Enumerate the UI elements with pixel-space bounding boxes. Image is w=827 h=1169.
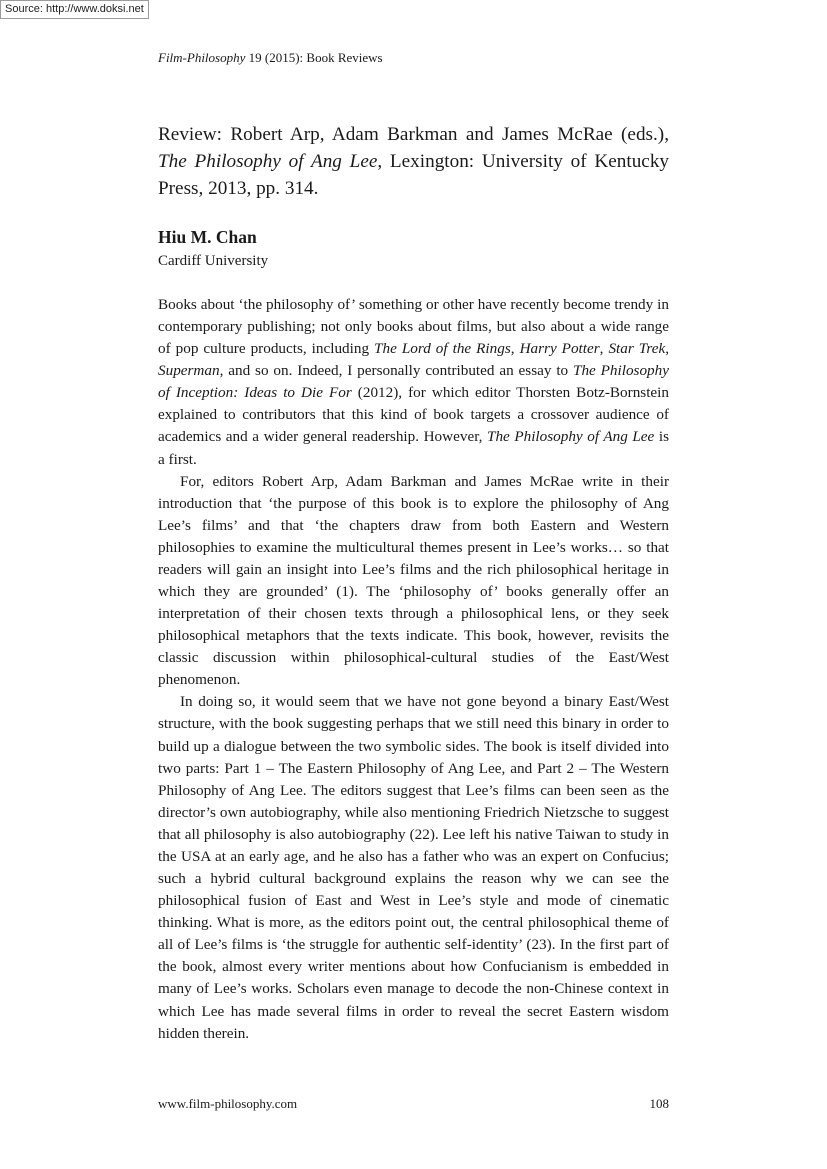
footer-url: www.film-philosophy.com xyxy=(158,1096,298,1111)
journal-name: Film-Philosophy xyxy=(158,50,246,65)
issue-info: 19 (2015): Book Reviews xyxy=(245,50,383,65)
title-philosophy-of-inception: The Philosophy of Inception: Ideas to Die For xyxy=(158,362,669,402)
title-harry-potter: Harry Potter xyxy=(519,340,600,358)
running-head xyxy=(158,50,383,66)
page-number: 108 xyxy=(649,1096,669,1111)
review-title xyxy=(158,121,669,202)
title-lord-of-the-rings: The Lord of the Rings xyxy=(374,340,511,358)
source-label: Source: http://www.doksi.net xyxy=(0,0,149,19)
text-run: , xyxy=(510,340,520,358)
text-run: (2012), for which editor Thorsten Botz-Bornstein explained to contributors that this kind of book targets a crossover audience of academics and a wider general readership. However, xyxy=(158,384,669,446)
text-run: , and so on. Indeed, I personally contributed an essay to xyxy=(219,362,573,380)
author-name: Hiu M. Chan xyxy=(158,227,257,247)
text-run: , xyxy=(665,340,669,358)
title-superman: Superman xyxy=(158,362,220,380)
text-run: Books about ‘the philosophy of’ something or other have recently become trendy in contemporary publishing; not only books about films, but also about a wide range of pop culture products, including xyxy=(158,296,669,358)
title-philosophy-of-ang-lee: The Philosophy of Ang Lee xyxy=(487,428,655,446)
text-run: , xyxy=(599,340,609,358)
paragraph-3: In doing so, it would seem that we have not gone beyond a binary East/West structure, with the book suggesting perhaps that we still need this binary in order to build up a dialogue between the two symbolic sides. The book is itself divided into two parts: Part 1 – The Eastern Philosophy of Ang Lee, and Part 2 – The Western Philosophy of Ang Lee. The editors suggest that Lee’s films can been seen as the director’s own autobiography, while also mentioning Friedrich Nietzsche to suggest that all philosophy is also autobiography (22). Lee left his native Taiwan to study in the USA at an early age, and he also has a father who was an expert on Confucius; such a hybrid cultural background explains the reason why we can see the philosophical fusion of East and West in Lee’s style and mode of cinematic thinking. What is more, as the editors point out, the central philosophical theme of all of Lee’s films is ‘the struggle for authentic self-identity’ (23). In the first part of the book, almost every writer mentions about how Confucianism is embedded in many of Lee’s works. Scholars even manage to decode the non-Chinese context in which Lee has made several films in order to reveal the secret Eastern wisdom hidden therein. xyxy=(158,693,669,1042)
title-publication: , Lexington: University of Kentucky Press, 2013, pp. 314. xyxy=(158,151,670,199)
text-run: is a first. xyxy=(158,428,669,468)
author-affiliation: Cardiff University xyxy=(158,253,269,269)
title-editors: Review: Robert Arp, Adam Barkman and James McRae (eds.), xyxy=(158,124,669,145)
title-star-trek: Star Trek xyxy=(608,340,666,358)
paragraph-1 xyxy=(158,294,669,471)
paragraph-2: For, editors Robert Arp, Adam Barkman and James McRae write in their introduction that ‘the purpose of this book is to explore the philosophy of Ang Lee’s films’ and that ‘the chapters draw from both Eastern and Western philosophies to examine the multicultural themes present in Lee’s works… so that readers will gain an insight into Lee’s films and the rich philosophical heritage in which they are grounded’ (1). The ‘philosophy of’ books generally offer an interpretation of their chosen texts through a philosophical lens, or they seek philosophical metaphors that the texts indicate. This book, however, revisits the classic discussion within philosophical-cultural studies of the East/West phenomenon. xyxy=(158,472,669,689)
title-book: The Philosophy of Ang Lee xyxy=(158,151,378,172)
review-body xyxy=(158,294,669,1045)
